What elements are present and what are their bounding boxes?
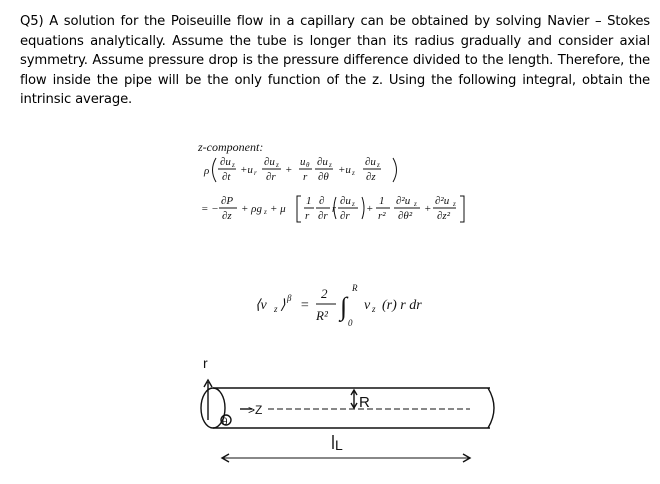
svg-text:r: r [254, 169, 257, 177]
svg-text:z: z [274, 304, 278, 314]
svg-text:0: 0 [348, 318, 353, 328]
svg-text:v: v [364, 298, 371, 313]
svg-text:u: u [300, 156, 306, 168]
svg-text:1: 1 [306, 195, 312, 207]
svg-text:r: r [332, 204, 336, 215]
svg-text:∂²u: ∂²u [435, 195, 450, 207]
svg-text:z: z [453, 200, 456, 208]
r-axis-label: r [203, 355, 208, 371]
svg-text:β: β [287, 293, 292, 303]
svg-text:+u: +u [338, 164, 351, 176]
svg-text:z: z [377, 161, 380, 169]
svg-text:∂²u: ∂²u [396, 195, 411, 207]
svg-text:r: r [303, 171, 308, 183]
svg-text:ρ: ρ [204, 165, 210, 177]
svg-text:θ: θ [306, 161, 310, 169]
svg-text:∂u: ∂u [365, 156, 376, 168]
svg-text:∂r: ∂r [340, 210, 350, 222]
svg-text:z: z [372, 304, 376, 314]
svg-text:z: z [264, 208, 267, 216]
question-text: Q5) A solution for the Poiseuille flow in a capillary can be obtained by solving Navier – Stokes equations analytically. Assume the tube is longer than its radius gradually and consider axial symmetry. Assume pressure drop is the pressure difference divided to the length. Therefore, the flow inside the pipe will be the only function of the z. Using the following integral, obtain the intrinsic average. [20, 14, 650, 107]
svg-text:∂θ: ∂θ [318, 171, 329, 183]
svg-text:⟩: ⟩ [280, 298, 286, 313]
svg-text:∂u: ∂u [340, 195, 351, 207]
svg-text:R²: R² [316, 308, 328, 323]
svg-text:R: R [352, 283, 358, 293]
svg-text:∂: ∂ [319, 195, 325, 207]
theta-label: θ [222, 417, 228, 428]
radius-label: R [359, 394, 370, 411]
svg-text:+u: +u [240, 164, 253, 176]
svg-text:r: r [305, 210, 310, 222]
svg-text:+: + [285, 164, 293, 176]
svg-text:∂z²: ∂z² [437, 210, 451, 222]
svg-text:∂P: ∂P [221, 195, 234, 207]
svg-text:∂r: ∂r [266, 171, 276, 183]
svg-text:∫: ∫ [340, 292, 348, 321]
svg-text:∂t: ∂t [222, 171, 231, 183]
svg-text:(r) r dr: (r) r dr [382, 298, 422, 313]
svg-text:∂θ²: ∂θ² [398, 210, 413, 222]
svg-text:z: z [414, 200, 417, 208]
length-label: L [335, 437, 343, 453]
svg-text:∂u: ∂u [264, 156, 275, 168]
svg-text:+: + [424, 203, 432, 215]
svg-text:∂z: ∂z [366, 171, 376, 183]
svg-text:2: 2 [321, 286, 328, 301]
z-axis-label: >Z [248, 403, 263, 417]
svg-text:⟨v: ⟨v [255, 298, 267, 313]
svg-text:1: 1 [379, 195, 385, 207]
svg-text:z: z [352, 169, 355, 177]
svg-text:+: + [366, 203, 374, 215]
svg-text:∂u: ∂u [317, 156, 328, 168]
svg-text:∂r: ∂r [318, 210, 328, 222]
svg-text:∂z: ∂z [222, 210, 232, 222]
svg-text:+ ρg: + ρg [241, 203, 262, 215]
svg-text:z: z [232, 161, 235, 169]
svg-text:r²: r² [378, 210, 386, 222]
svg-text:=: = [300, 298, 310, 313]
svg-text:∂u: ∂u [220, 156, 231, 168]
z-component-label: z-component: [198, 140, 264, 154]
svg-text:z: z [276, 161, 279, 169]
svg-text:z: z [329, 161, 332, 169]
svg-text:= −: = − [201, 203, 219, 215]
svg-text:+ μ: + μ [270, 203, 286, 215]
svg-text:z: z [352, 200, 355, 208]
